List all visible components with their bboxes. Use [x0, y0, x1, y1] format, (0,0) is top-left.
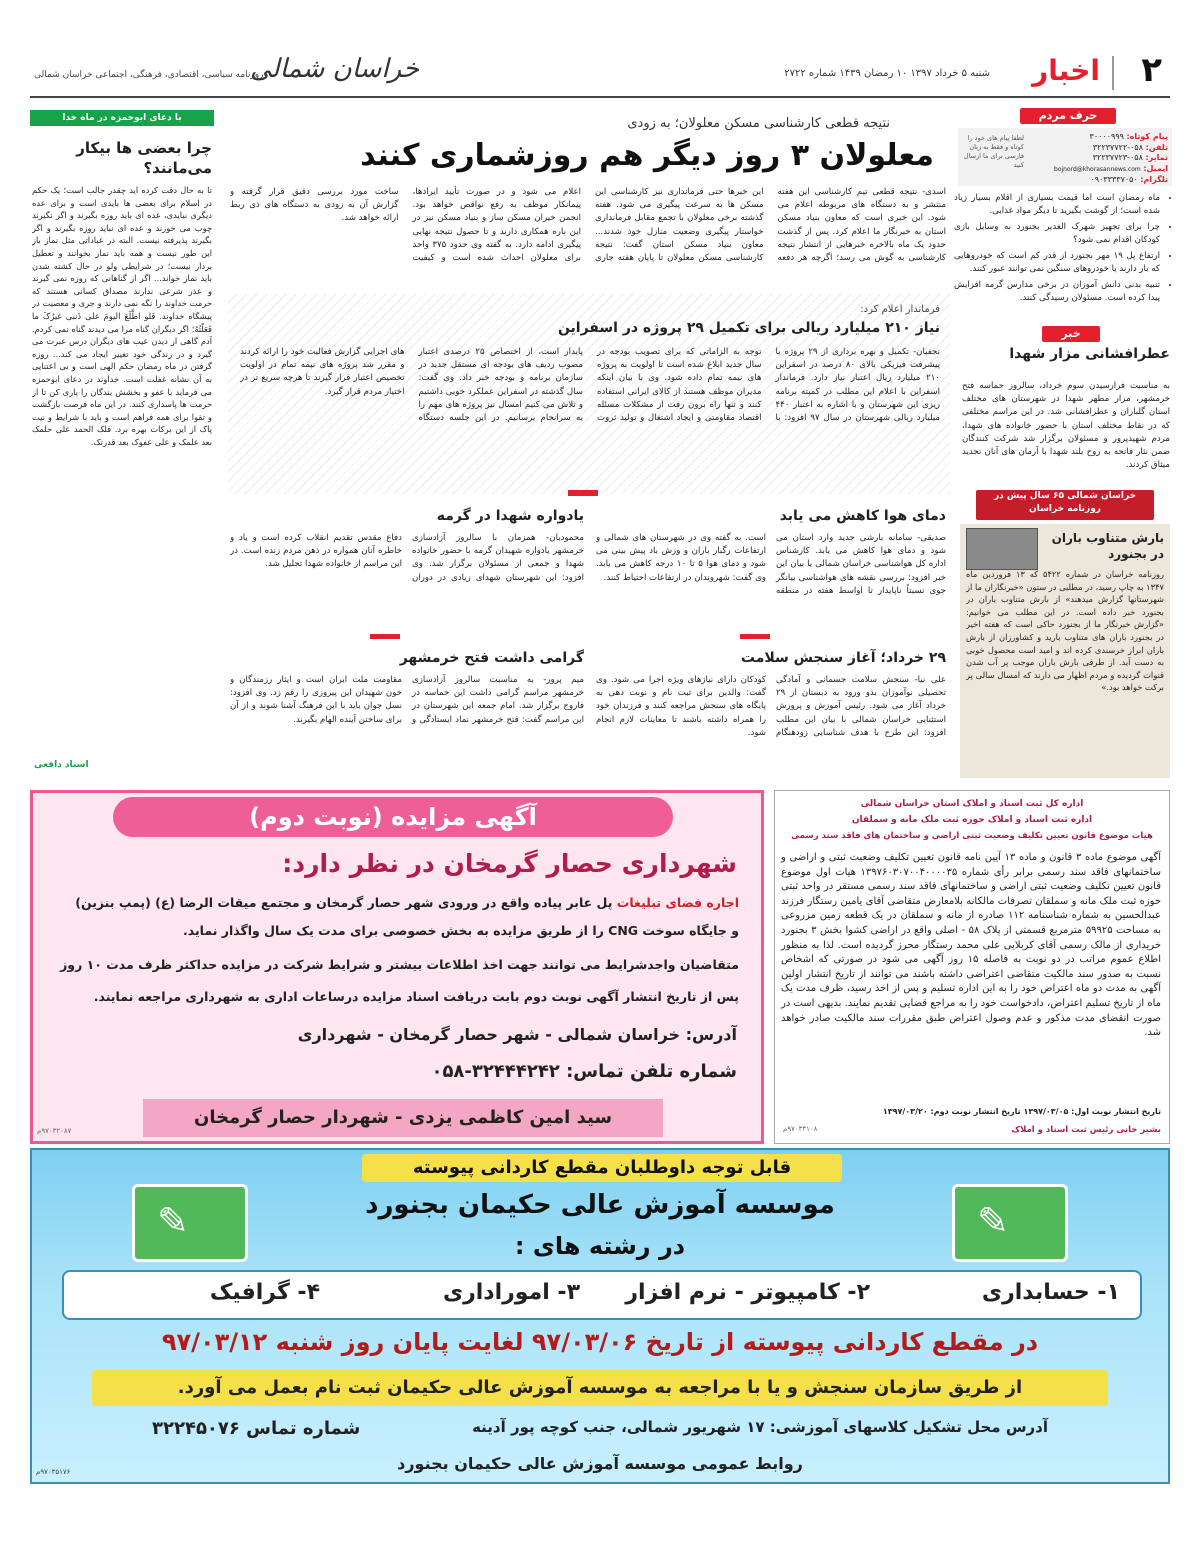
- phone-row: [1028, 132, 1168, 143]
- lead-body: اسدی- نتیجه قطعی تیم کارشناسی این هفته منتشر و به دستگاه های مربوطه اعلام می شود. این خبری است که معاون بنیاد مسکن استان به خبرنگار ما اعلام کرد. پس از گذشت حدود یک ماه بالاخره خبرهایی از انتشار نتیجه کارشناسی به گوش می رسد؛ اگرچه هر دفعه این خبرها حتی فرمانداری نیز کارشناسی این مسکن ها به سرعت پیگیری می شود. هفته گذشته برخی معلولان با تجمع مقابل فرمانداری خواستار پیگیری وضعیت منازل خود شدند... معاون بنیاد مسکن استان گفت: نتیجه کارشناسی مسکن معلولان تا پایان هفته جاری اعلام می شود و در صورت تأیید ایرادها، پیمانکار موظف به رفع نواقص خواهد بود. انجمن خیران مسکن ساز و بنیاد مسکن نیز در این باره همکاری دارند و تا حصول نتیجه نهایی پیگیری ادامه دارد. به گفته وی حدود ۳۷۵ واحد برای معلولان احداث شده است و کیفیت ساخت مورد بررسی دقیق قرار گرفته و گزارش آن به زودی به دستگاه های ذی ربط ارائه خواهد شد.: [230, 187, 946, 264]
- lead-headline: معلولان ۳ روز دیگر هم روزشماری کنند: [360, 138, 934, 173]
- auction-phone: شماره تلفن تماس: ۳۲۴۴۴۲۴۲-۰۵۸: [431, 1061, 737, 1082]
- field-item: ۳- اموراداری: [442, 1280, 580, 1305]
- college-code: ۹۷۰۳۵۱۷۶م: [36, 1468, 71, 1476]
- masthead: [30, 50, 1170, 98]
- auction-line1-rest: پل عابر پیاده واقع در ورودی شهر حصار گرمخان و مجتمع میقات الرضا (ع) (پمپ بنزین): [75, 895, 613, 910]
- phone-label: تلگرام:: [1140, 175, 1168, 184]
- news-wall-title: یادواره شهدا در گرمه: [436, 508, 584, 524]
- news-exam: [596, 650, 950, 774]
- people-list: [954, 192, 1170, 305]
- phone-value: ۰۵۸-۳۲۲۳۷۷۲۳: [1092, 153, 1143, 162]
- people-item: • تنبیه بدنی دانش آموزان در برخی مدارس گرمه افزایش پیدا کرده است. مسئولان رسیدگی کنند.: [954, 279, 1160, 305]
- history-label-text: خراسان شمالی ۶۵ سال پیش در روزنامه خراسان: [993, 491, 1137, 514]
- registry-body: آگهی موضوع ماده ۳ قانون و ماده ۱۳ آیین نامه قانون تعیین تکلیف وضعیت ثبتی و اراضی و ساختمانهای فاقد سند رسمی برابر رأی شماره ۱۳۹۷۶۰۳۰۷۰۰۴۰۰۰۰۳۵ هیات اول موضوع قانون تعیین تکلیف وضعیت ثبتی اراضی و ساختمانهای فاقد سند رسمی مستقر در واحد ثبتی حوزه ثبت ملک مانه و سملقان تصرفات مالکانه بلامعارض متقاضی آقای یامین رستگار فرزند عبدالحسین به شماره شناسنامه ۱۱۲ صادره از مانه و سملقان در یک قطعه زمین مزروعی به مساحت ۵۹۹۲۵ مترمربع قسمتی از پلاک ۵۸ - اصلی واقع در اراضی کشوا بخش ۳ بجنورد خریداری از مالک رسمی آقای کربلایی علی محمد رستگار محرز گردیده است. لذا به منظور اطلاع عموم مراتب در دو نوبت به فاصله ۱۵ روز آگهی می شود در صورتی که اشخاص نسبت به صدور سند مالکیت متقاضی اعتراضی داشته باشند می توانند از تاریخ انتشار اولین آگهی به مدت دو ماه اعتراض خود را به این اداره تسلیم و پس از اخذ رسید، ظرف مدت یک ماه از تاریخ تسلیم اعتراض، دادخواست خود را به مراجع قضایی تقدیم نمایند. بدیهی است در صورت انقضای مدت مذکور و عدم وصول اعتراض طبق مقررات سند مالکیت صادر خواهد شد.: [781, 852, 1161, 1039]
- college-register: از طریق سازمان سنجش و یا با مراجعه به موسسه آموزش عالی حکیمان ثبت نام بعمل می آورد.: [177, 1377, 1023, 1398]
- phone-row: [1028, 175, 1168, 186]
- college-top-bar: [362, 1154, 842, 1182]
- left-body: تا به حال دقت کرده اید چقدر جالب است؛ یک حکم در اسلام برای بعضی ها بایدی است و برای عده دیگری نبایدی، عده ای باید روزه بگیرند و اگر نگیرند چوب می خورند و عده ای نباید روزه بگیرند و اگر بگیرند پذیرفته نیست. البته در عباداتی مثل نماز باز این طور نیست و همه باید نماز بخوانند و تعطیل بردار نیست؛ در شرایطی ولو در حال کشته شدن باید نماز خواند... اگر از گناهانی که روزه نمی گیرند و عذر شرعی ندارند مصداق کسانی هستند که حرمت خداوند را نگه نمی دارند و جری و معصیت در پیشگاه خداوند. فَلو اطَّلَعَ الیومَ علی ذَنبی غیرُکَ ما فَعَلْتُهُ؛ اگر دیگران گناه مرا می دیدند گناه نمی کردم. آدم گاهی از دیدن عیب های دیگران درس عبرت می گیرد و در زندگی خود تغییر ایجاد می کند... روزه گرفتن در ماه رمضان حکم الهی است و بی اعتنایی به آن نشانه غفلت است. خداوند در دعای ابوحمزه می فرماید با عفو و بخشش بندگان را یاری کن تا از حرمت ها پاسداری کنند. در این ماه فرصت بازگشت و تقوا برای همه فراهم است و باید با شرایط و نیت پاک از این برکات بهره برد. فلک الحمد علی حلمک بعد علمک و علی عفوک بعد قدرتک.: [32, 185, 212, 447]
- lead-kicker: نتیجه قطعی کارشناسی مسکن معلولان؛ به زودی: [627, 116, 890, 131]
- divider-marker-1: [740, 634, 770, 639]
- phone-label: ایمیل:: [1143, 163, 1168, 173]
- phone-label: تلفن:: [1145, 142, 1168, 152]
- registry-dates: تاریخ انتشار نوبت اول: ۱۳۹۷/۰۳/۰۵ تاریخ انتشار نوبت دوم: ۱۳۹۷/۰۳/۲۰: [882, 1107, 1161, 1116]
- news-khorram-title: گرامی داشت فتح خرمشهر: [399, 650, 584, 666]
- esfarayen-body: نجفیان- تکمیل و بهره برداری از ۲۹ پروژه با پیشرفت فیزیکی بالای ۸۰ درصد در اسفراین ۲۱۰ میلیارد ریال اعتبار نیاز دارد. فرماندار اسفراین با اعلام این مطلب در کمیته برنامه ریزی این شهرستان و با اشاره به اعتبار ۴۴۰ میلیارد ریالی شهرستان در سال ۹۷ افزود: با توجه به الزاماتی که برای تصویب بودجه در سال جدید ابلاغ شده است تا اولویت به پروژه های نیمه تمام داده شود. وی با بیان اینکه مدیران موظف هستند از کالای ایرانی استفاده کنند و تنها راه برون رفت از مشکلات مسئله اقتصاد مقاومتی و ایجاد اشتغال و تولید ثروت پایدار است، از اختصاص ۲۵ درصدی اعتبار مصوب ردیف های بودجه ای مستقل جدید در سازمان برنامه و بودجه خبر داد. وی گفت: سال گذشته در اسفراین عملکرد خوبی داشتیم و تلاش می کنیم امسال نیز پروژه های مهم را به سرانجام برسانیم. در این جلسه دستگاه های اجرایی گزارش فعالیت خود را ارائه کردند و مقرر شد پروژه های نیمه تمام در اولویت تخصیص اعتبار قرار گیرند تا هرچه سریع تر در اختیار مردم قرار گیرد.: [240, 347, 940, 424]
- news-tag: خبر: [1042, 326, 1100, 342]
- college-address: آدرس محل تشکیل کلاسهای آموزشی: ۱۷ شهریور شمالی، جنب کوچه پور آدینه: [472, 1418, 1048, 1436]
- registry-head3: هیات موضوع قانون تعیین تکلیف وضعیت ثبتی اراضی و ساختمان های فاقد سند رسمی: [791, 831, 1153, 841]
- lead-story: [228, 108, 950, 292]
- field-item: ۱- حسابداری: [981, 1280, 1120, 1305]
- phone-row: [1028, 143, 1168, 154]
- news-exam-body: علی نیا- سنجش سلامت جسمانی و آمادگی تحصیلی نوآموزان بدو ورود به دبستان از ۲۹ خرداد آغاز می شود. رئیس آموزش و پرورش استثنایی خراسان شمالی با بیان این مطلب افزود: این طرح با هدف شناسایی زودهنگام کودکان دارای نیازهای ویژه اجرا می شود. وی گفت: والدین برای ثبت نام و نوبت دهی به پایگاه های سنجش مراجعه کنند و فرزندان خود را همراه داشته باشند تا معاینات لازم انجام شود.: [596, 675, 946, 738]
- esfarayen-box: [228, 294, 950, 494]
- college-register-bar: [92, 1370, 1108, 1406]
- auction-line4: پس از تاریخ انتشار آگهی نوبت دوم بابت دریافت اسناد مزایده درساعات اداری به شهرداری مراجعه نمایند.: [93, 989, 739, 1004]
- paper-description: روزنامه سیاسی، اقتصادی، فرهنگی، اجتماعی خراسان شمالی: [34, 70, 264, 80]
- news-wall: [228, 508, 588, 628]
- auction-line3: متقاضیان واجدشرایط می توانند جهت اخذ اطلاعات بیشتر و شرایط شرکت در مزایده حداکثر ظرف مدت ۱۰ روز: [60, 957, 739, 972]
- registry-signature: بشیر خانی رئیس ثبت اسناد و املاک: [1011, 1125, 1161, 1135]
- college-ad: [30, 1148, 1170, 1484]
- paper-name-logo: خراسان شمالی: [250, 54, 420, 84]
- college-in-fields: در رشته های :: [514, 1232, 686, 1260]
- phone-row: [1028, 164, 1168, 176]
- email-value: bojnord@khorasannews.com: [1053, 165, 1141, 173]
- phone-value: ۰۹۰۳۳۳۳۷۰۵۰: [1090, 175, 1138, 184]
- college-phone: شماره تماس ۳۲۲۴۵۰۷۶: [152, 1418, 361, 1439]
- history-title: بارش متناوب باران در بجنورد: [1051, 531, 1164, 561]
- left-author: استاد دافعی: [34, 760, 89, 770]
- people-item: • ارتفاع پل ۱۹ مهر بجنورد از قدر کم است که خودروهایی که بار دارند یا خودروهای سنگین نمی توانند عبور کنند.: [954, 250, 1160, 276]
- auction-ad: [30, 790, 764, 1144]
- red-marker: [568, 490, 598, 496]
- phone-value: ۳۰۰۰۰۹۹۹: [1089, 132, 1124, 141]
- people-tag: حرف مردم: [1020, 108, 1116, 124]
- phone-value: ۰۵۸-۳۲۲۳۷۷۲۲: [1092, 142, 1144, 152]
- news-title: عطرافشانی مزار شهدا: [1009, 346, 1170, 362]
- auction-title-bar: [113, 797, 673, 837]
- page-number: ۲: [1141, 50, 1162, 90]
- field-item: ۴- گرافیک: [209, 1280, 320, 1305]
- news-temp: [596, 508, 950, 628]
- college-name: موسسه آموزش عالی حکیمان بجنورد: [365, 1190, 835, 1220]
- college-dates: در مقطع کاردانی پیوسته از تاریخ ۹۷/۰۳/۰۶ لغایت پایان روز شنبه ۹۷/۰۳/۱۲: [161, 1328, 1039, 1356]
- news-wall-body: محمودیان- همزمان با سالروز آزادسازی خرمشهر یادواره شهیدان گرمه با حضور خانواده شهدا و جمعی از مسئولان برگزار شد. وی افزود: این شهرستان شهدای زیادی در دوران دفاع مقدس تقدیم انقلاب کرده است و یاد و خاطره آنان همواره در ذهن مردم زنده است. در این مراسم از خانواده شهدا تجلیل شد.: [230, 533, 584, 583]
- news-temp-title: دمای هوا کاهش می یابد: [779, 508, 946, 524]
- phones-list: [1028, 132, 1168, 186]
- auction-code: ۹۷۰۳۲۰۸۷م: [37, 1127, 72, 1135]
- auction-signature: سید امین کاظمی یزدی - شهردار حصار گرمخان: [193, 1107, 613, 1128]
- left-title: چرا بعضی ها بیکار می‌مانند؟: [76, 139, 212, 177]
- field-item: ۲- کامپیوتر - نرم افزار: [625, 1280, 870, 1305]
- phones-note: لطفا پیام های خود را کوتاه و فقط به زبان فارسی برای ما ارسال کنید: [963, 134, 1024, 169]
- section-title: اخبار: [1032, 54, 1100, 87]
- people-item: • چرا برای تجهیز شهرک الغدیر بجنورد به وسایل بازی کودکان اقدام نمی شود؟: [954, 221, 1160, 247]
- registry-head2: اداره ثبت اسناد و املاک حوزه ثبت ملک مانه و سملقان: [851, 815, 1093, 825]
- esfarayen-kicker: فرماندار اعلام کرد:: [860, 304, 940, 315]
- phones-box: [958, 128, 1172, 186]
- divider-marker-2: [370, 634, 400, 639]
- history-body: روزنامه خراسان در شماره ۵۴۲۲ که ۱۳ فروردین ماه ۱۳۴۷ به چاپ رسید، در مطلبی در ستون «خبرنگاران ما از شهرستانها گزارش میدهند» از بارش متناوب باران در بجنورد خبر داده است. در این مطلب می خوانیم: «گزارش خبرنگار ما از بجنورد حاکی است که هفته اخیر در بجنورد باران های متناوب بارید و کشاورزان از بارش باران ابراز خرسندی کرده اند و امید است محصول خوبی به دست آید. از طرفی بارش باران موجب پر آب شدن قنوات گردیده و مردم اظهار می دارند که امسال سالی پر برکت خواهد بود.»: [966, 569, 1164, 693]
- history-image: [966, 528, 1038, 570]
- left-tag: با دعای ابوحمزه در ماه خدا: [30, 110, 214, 126]
- book-icon: ✎: [157, 1199, 189, 1243]
- auction-title: آگهی مزایده (نوبت دوم): [249, 803, 537, 831]
- page-number-divider: [1112, 56, 1114, 90]
- phone-label: پیام کوتاه:: [1126, 132, 1168, 141]
- college-top: قابل توجه داوطلبان مقطع کاردانی پیوسته: [412, 1157, 792, 1178]
- fields-bar: [62, 1270, 1142, 1320]
- news-khorram-body: میم پرور- به مناسبت سالروز آزادسازی خرمشهر مراسم گرامی داشت این حماسه در فاروج برگزار شد. امام جمعه این شهرستان در این مراسم گفت: فتح خرمشهر نماد ایستادگی و مقاومت ملت ایران است و ایثار رزمندگان و خون شهیدان این پیروزی را رقم زد. وی افزود: نسل جوان باید با این فرهنگ آشنا شوند و از آن برای ساختن آینده الهام بگیرند.: [230, 675, 584, 725]
- right-column: [954, 104, 1172, 780]
- auction-line2: و جایگاه سوخت CNG را از طریق مزایده به بخش خصوصی برای مدت یک سال واگذار نماید.: [182, 923, 739, 938]
- news-body: به مناسبت فرارسیدن سوم خرداد، سالروز حماسه فتح خرمشهر، مزار مطهر شهدا در شهرستان های مختلف استان گلباران و عطرافشانی شد. در این مراسم مختلفی که در نقاط مختلف استان با حضور خانواده های شهدا، مردم شهیدپرور و مسئولان برگزار شد شرکت کنندگان ضمن نثار فاتحه به روح بلند شهدا با آرمان های آنان تجدید میثاق کردند.: [962, 381, 1170, 471]
- esfarayen-title: نیاز ۲۱۰ میلیارد ریالی برای تکمیل ۲۹ پروژه در اسفراین: [557, 320, 940, 336]
- phone-row: [1028, 153, 1168, 164]
- date-line: شنبه ۵ خرداد ۱۳۹۷ ۱۰ رمضان ۱۴۳۹ شماره ۲۷۲۲: [784, 68, 990, 79]
- left-column: [30, 110, 214, 780]
- auction-line1: [49, 895, 739, 911]
- history-label: [976, 490, 1154, 520]
- phone-label: تمابر:: [1145, 153, 1168, 162]
- book-icon: ✎: [977, 1199, 1009, 1243]
- auction-address: آدرس: خراسان شمالی - شهر حصار گرمخان - شهرداری: [297, 1025, 737, 1044]
- news-temp-body: صدیقی- سامانه بارشی جدید وارد استان می شود و دمای هوا کاهش می یابد. کارشناس اداره کل هواشناسی خراسان شمالی با بیان این خبر افزود: بررسی نقشه های هواشناسی بیانگر جوی نسبتاً ناپایدار تا اواسط هفته در منطقه است. به گفته وی در شهرستان های شمالی و ارتفاعات رگبار باران و وزش باد پیش بینی می شود و دمای هوا ۵ تا ۱۰ درجه کاهش می یابد. وی گفت: شهروندان در ارتفاعات احتیاط کنند.: [596, 533, 946, 596]
- history-box: [960, 524, 1170, 778]
- news-khorram: [228, 650, 588, 774]
- auction-headline: شهرداری حصار گرمخان در نظر دارد:: [282, 849, 737, 878]
- registry-ad: [774, 790, 1170, 1144]
- news-exam-title: ۲۹ خرداد؛ آغاز سنجش سلامت: [740, 650, 946, 666]
- registry-head1: اداره کل ثبت اسناد و املاک استان خراسان شمالی: [860, 799, 1084, 809]
- auction-line1-emph: اجاره فضای تبلیغات: [616, 895, 739, 910]
- people-item: • ماه رمضان است اما قیمت بسیاری از اقلام بسیار زیاد شده است؛ از گوشت بگیرید تا دیگر مواد غذایی.: [954, 192, 1160, 218]
- college-footer: روابط عمومی موسسه آموزش عالی حکیمان بجنورد: [397, 1454, 803, 1473]
- registry-code: ۹۷۰۳۴۱۰۸م: [783, 1125, 818, 1133]
- auction-signature-bar: [143, 1099, 663, 1137]
